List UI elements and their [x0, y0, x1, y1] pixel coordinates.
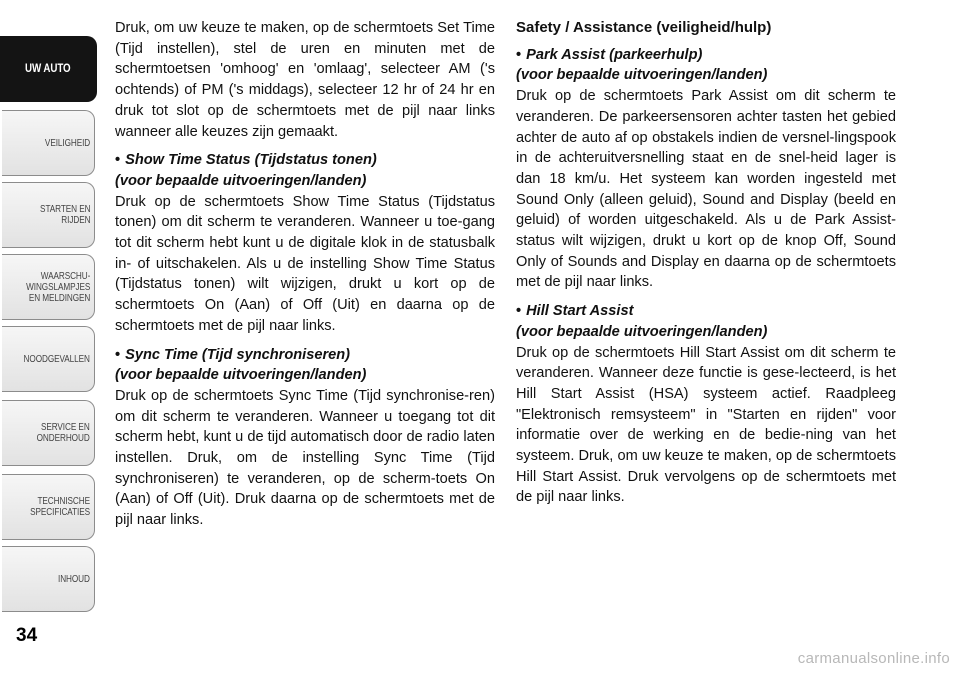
item-subheading: (voor bepaalde uitvoeringen/landen) — [115, 367, 367, 384]
tab-uw-auto[interactable] — [0, 36, 97, 102]
item-subheading: (voor bepaalde uitvoeringen/landen) — [516, 323, 768, 340]
bullet: • — [516, 303, 522, 320]
tab-label: NOODGEVALLEN — [23, 353, 90, 365]
bullet: • — [115, 346, 121, 363]
tab-label: TECHNISCHE SPECIFICATIES — [30, 496, 90, 518]
tab-label: SERVICE EN ONDERHOUD — [36, 422, 90, 444]
tab-waarschuwingslampjes[interactable] — [2, 254, 95, 320]
tab-veiligheid[interactable] — [2, 110, 95, 176]
bullet: • — [516, 46, 522, 63]
item-subheading: (voor bepaalde uitvoeringen/landen) — [115, 172, 367, 189]
chapter-tabs — [0, 0, 100, 640]
paragraph-sync-time: Druk op de schermtoets Sync Time (Tijd synchronise-ren) om dit scherm te veranderen. Wanneer u toegang tot dit scherm hebt, kunt u de tijd automatisch door de radio laten instellen. Druk, om de instelling Sync Time (Tijd synchroniseren) te veranderen, op de scherm-toets On (Aan) of Off (Uit). Druk daarna op de schermtoets met de pijl naar links. — [115, 387, 495, 529]
page-number: 34 — [16, 625, 38, 646]
tab-inhoud[interactable] — [2, 546, 95, 612]
item-title: Sync Time (Tijd synchroniseren) — [125, 346, 351, 363]
item-subheading: (voor bepaalde uitvoeringen/landen) — [516, 67, 768, 84]
paragraph-hill-start-assist: Druk op de schermtoets Hill Start Assist om dit scherm te veranderen. Wanneer deze functie is gese-lecteerd, is het Hill Start Assist (HSA) systeem actief. Raadpleeg "Elektronisch remsysteem" in "Starten en rijden" voor informatie over de werking en de bedie-ning van het systeem. Druk, om uw keuze te maken, op de schermtoets Hill Start Assist. Druk vervolgens op de schermtoets met de pijl naar links. — [516, 344, 896, 506]
paragraph-park-assist: Druk op de schermtoets Park Assist om dit scherm te veranderen. De parkeersensoren achter tasten het gebied achter de auto af op obstakels indien de versnel-lingspook in de achteruitversnelling staat en de snel-heid lager is dan 18 km/u. Het systeem kan worden ingesteld met Sound Only (alleen geluid), Sound and Display (beeld en geluid) of worden uitgeschakeld. Als u de Park Assist-status wilt wijzigen, drukt u kort op de knop Off, Sound Only of Sounds and Display en daarna op de schermtoets met de pijl naar links. — [516, 88, 896, 291]
item-heading-sync-time — [115, 345, 495, 366]
watermark: carmanualsonline.info — [797, 650, 950, 667]
item-heading-hill-start-assist — [516, 301, 896, 322]
left-column — [115, 18, 495, 539]
tab-label: STARTEN EN RIJDEN — [39, 204, 90, 226]
item-title: Park Assist (parkeerhulp) — [526, 46, 703, 63]
tab-technische-specificaties[interactable] — [2, 474, 95, 540]
section-title: Safety / Assistance (veiligheid/hulp) — [516, 19, 772, 36]
paragraph-show-time-status: Druk op de schermtoets Show Time Status (Tijdstatus tonen) om dit scherm te veranderen. Wanneer u toe-gang tot dit scherm hebt kunt u de digitale klok in de statusbalk in- of uitschakelen. Als u de instelling Show Time Status (Tijdstatus tonen) wilt wijzigen, drukt u kort op de schermtoets On (Aan) of Off (Uit) en daarna op de schermtoets met de pijl naar links. — [115, 193, 495, 334]
item-heading-show-time-status — [115, 150, 495, 171]
tab-label: WAARSCHU- WINGSLAMPJES EN MELDINGEN — [25, 270, 90, 304]
tab-service-en-onderhoud[interactable] — [2, 400, 95, 466]
item-heading-park-assist — [516, 45, 896, 66]
tab-label: INHOUD — [58, 573, 90, 585]
tab-label: VEILIGHEID — [44, 137, 90, 149]
bullet: • — [115, 152, 121, 169]
tab-noodgevallen[interactable] — [2, 326, 95, 392]
item-title: Hill Start Assist — [526, 303, 634, 320]
right-column — [516, 18, 896, 516]
item-title: Show Time Status (Tijdstatus tonen) — [125, 152, 377, 169]
tab-starten-en-rijden[interactable] — [2, 182, 95, 248]
tab-label: UW AUTO — [25, 62, 71, 75]
paragraph-set-time: Druk, om uw keuze te maken, op de schermtoets Set Time (Tijd instellen), stel de uren en minuten met de schermtoetsen 'omhoog' en 'omlaag', selecteer AM ('s ochtends) of PM ('s middags), selecteer 12 hr of 24 hr en druk tot slot op de schermtoets met de pijl naar links wanneer alle keuzes zijn gemaakt. — [115, 20, 495, 140]
